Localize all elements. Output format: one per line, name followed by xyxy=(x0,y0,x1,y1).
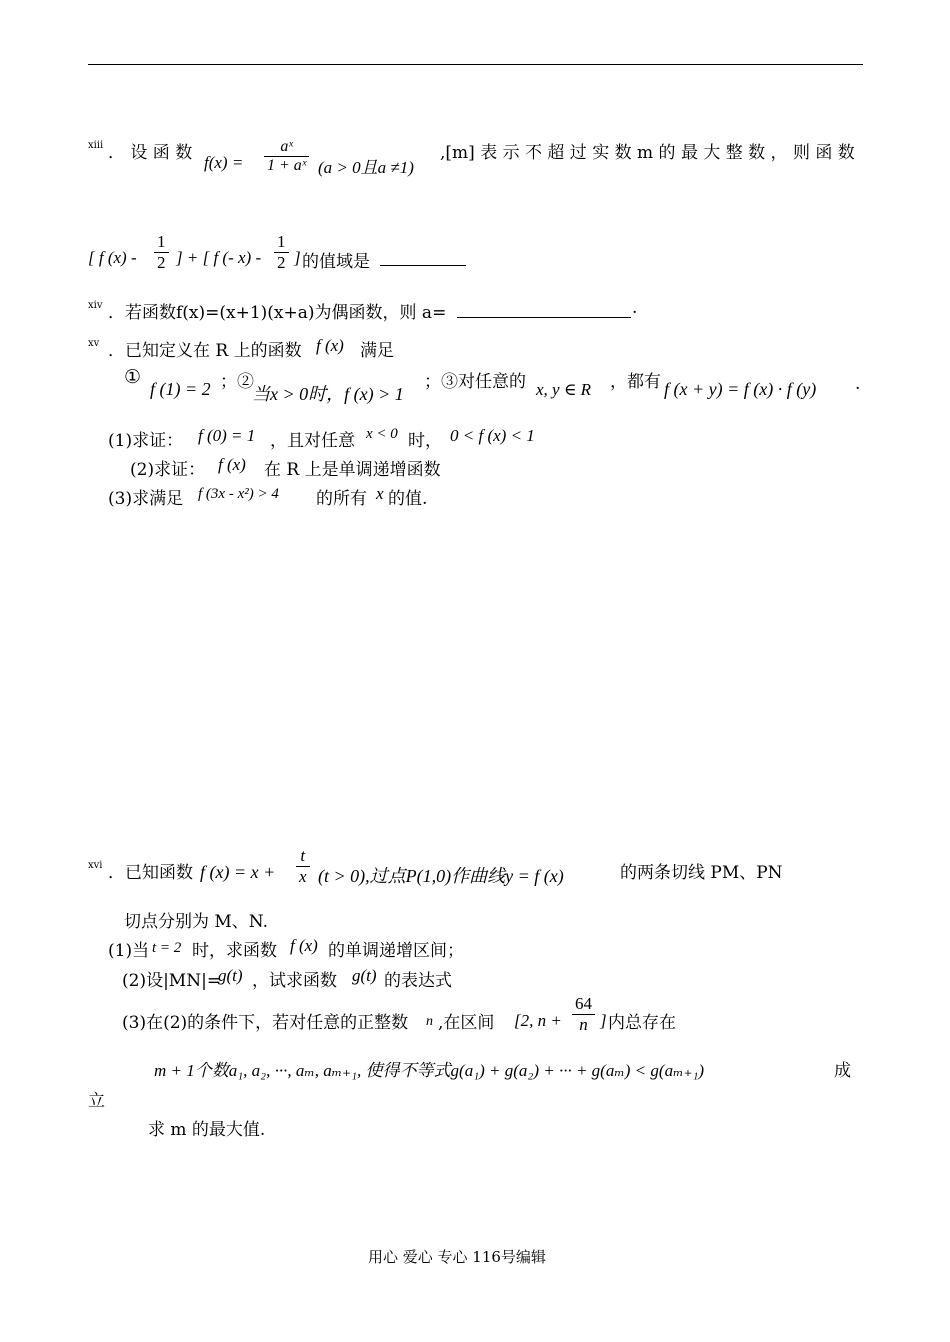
interval-fraction-numerator: 64 xyxy=(575,994,592,1013)
problem-15-q2-label: (2)求证： xyxy=(130,460,206,480)
page-footer: 用心 爱心 专心 116号编辑 xyxy=(368,1248,546,1266)
problem-16-q3-c: 内总存在 xyxy=(608,1013,676,1033)
problem-16-q2-b: ，试求函数 xyxy=(252,971,337,991)
problem-16-q3-interval-b: ] xyxy=(600,1011,607,1030)
problem-15-q1-a: f (0) = 1 xyxy=(198,426,256,445)
problem-13-expr-a: [ f (x) - xyxy=(88,248,137,267)
problem-14-text: ．若函数f(x)=(x+1)(x+a)为偶函数，则 a= xyxy=(108,303,447,323)
problem-15-q1-c: x < 0 xyxy=(366,426,398,442)
problem-15-q1-label: (1)求证： xyxy=(108,431,184,451)
problem-16-q3-interval-a: [2, n + xyxy=(514,1011,562,1030)
problem-16-condition: (t > 0),过点P(1,0)作曲线y = f (x) xyxy=(318,866,564,886)
problem-15-fx: f (x) xyxy=(316,336,344,355)
interval-fraction-denominator: n xyxy=(572,1014,595,1035)
problem-16-q1-c: f (x) xyxy=(290,936,318,955)
problem-16-tail: 的两条切线 PM、PN xyxy=(620,863,783,883)
problem-16-q1-a: t = 2 xyxy=(152,940,182,956)
problem-15-q3-label: (3)求满足 xyxy=(108,489,184,509)
problem-16-q3-b: ,在区间 xyxy=(438,1013,495,1033)
problem-15-condition-1-mark: ① xyxy=(124,366,142,388)
problem-15-condition-2: 当x > 0时，f (x) > 1 xyxy=(252,384,404,404)
problem-13-lead: ． 设 函 数 xyxy=(108,143,193,163)
half-numerator: 1 xyxy=(157,232,166,251)
problem-15-condition-3-end: . xyxy=(855,374,861,394)
problem-15-q3-a: f (3x - x²) > 4 xyxy=(198,486,279,502)
problem-13-half-2 xyxy=(272,232,291,273)
problem-15-q3-d: 的值. xyxy=(388,489,428,509)
problem-16-q3-n: n xyxy=(426,1014,433,1029)
problem-16-q2-d: 的表达式 xyxy=(384,971,452,991)
problem-15-condition-1: f (1) = 2 xyxy=(150,379,211,399)
problem-15-q3-b: 的所有 xyxy=(316,489,367,509)
problem-16-fraction-numerator: t xyxy=(300,846,306,865)
problem-16-q2-a: g(t) xyxy=(218,966,243,985)
problem-16-q2-label: (2)设|MN|= xyxy=(122,971,222,991)
problem-16-q3-line2-end: 成 xyxy=(834,1061,851,1081)
problem-15-condition-3-equation: f (x + y) = f (x) · f (y) xyxy=(664,379,817,399)
problem-16-fraction-denominator: x xyxy=(296,866,310,887)
problem-13-answer-blank xyxy=(380,247,466,266)
problem-15-tail: 满足 xyxy=(360,341,394,361)
half-numerator: 1 xyxy=(277,232,286,251)
problem-15-condition-3-vars: x, y ∈ R xyxy=(536,380,592,399)
problem-16-q3-line3: 立 xyxy=(88,1091,105,1111)
problem-15-condition-3-mark: ；③对任意的 xyxy=(424,372,526,392)
problem-13-tail: ,[m] 表 示 不 超 过 实 数 m 的 最 大 整 数 ， 则 函 数 xyxy=(440,143,855,163)
half-denominator: 2 xyxy=(154,252,169,273)
problem-14-answer-blank xyxy=(457,298,631,318)
problem-16-q2-c: g(t) xyxy=(352,966,377,985)
problem-14-end: . xyxy=(632,298,638,318)
problem-15-q3-c: x xyxy=(376,484,384,503)
problem-16-lead: ．已知函数 xyxy=(108,863,193,883)
problem-15-number: xv xyxy=(88,338,100,349)
problem-16-q3-interval-fraction xyxy=(570,994,597,1035)
problem-15-lead: ．已知定义在 R 上的函数 xyxy=(108,341,302,361)
problem-15-condition-2-mark: ；② xyxy=(220,372,254,392)
half-denominator: 2 xyxy=(274,252,289,273)
problem-16-line2: 切点分别为 M、N. xyxy=(124,912,269,932)
problem-15-q1-e: 0 < f (x) < 1 xyxy=(450,426,535,445)
header-rule xyxy=(88,64,863,65)
problem-15-q2-a: f (x) xyxy=(218,455,246,474)
problem-16-q3-label: (3)在(2)的条件下，若对任意的正整数 xyxy=(122,1013,409,1033)
problem-16-q3-line4: 求 m 的最大值. xyxy=(148,1120,266,1140)
problem-16-f-lhs: f (x) = x + xyxy=(200,862,276,882)
problem-13-range-text: 的值域是 xyxy=(302,252,370,272)
problem-13-fraction-numerator: aˣ xyxy=(280,138,293,155)
problem-16-q1-b: 时，求函数 xyxy=(192,941,277,961)
problem-14-number: xiv xyxy=(88,300,103,311)
problem-16-q1-d: 的单调递增区间； xyxy=(328,941,464,961)
problem-13-fraction-denominator: 1 + aˣ xyxy=(264,156,309,175)
problem-13-half-1 xyxy=(152,232,171,273)
problem-13-expr-c: ] xyxy=(294,248,301,267)
problem-15-q2-b: 在 R 上是单调递增函数 xyxy=(264,460,441,480)
problem-13-expr-b: ] + [ f (- x) - xyxy=(176,248,262,267)
problem-13-number: xiii xyxy=(88,140,104,151)
problem-15-q1-d: 时， xyxy=(408,431,442,451)
problem-16-fraction xyxy=(294,846,312,887)
problem-13-f-lhs: f(x) = xyxy=(204,153,244,172)
problem-13-condition: (a > 0且a ≠1) xyxy=(318,158,414,177)
problem-16-q3-line2: m + 1个数a₁, a₂, ···, aₘ, aₘ₊₁, 使得不等式g(a₁) + g(a₂) + ··· + g(aₘ) < g(aₘ₊₁) xyxy=(154,1061,705,1080)
problem-15-condition-3-tail: ，都有 xyxy=(610,372,661,392)
problem-13-fraction xyxy=(262,138,311,175)
problem-16-q1-label: (1)当 xyxy=(108,941,150,961)
problem-15-q1-b: ，且对任意 xyxy=(270,431,355,451)
problem-16-number: xvi xyxy=(88,860,103,871)
